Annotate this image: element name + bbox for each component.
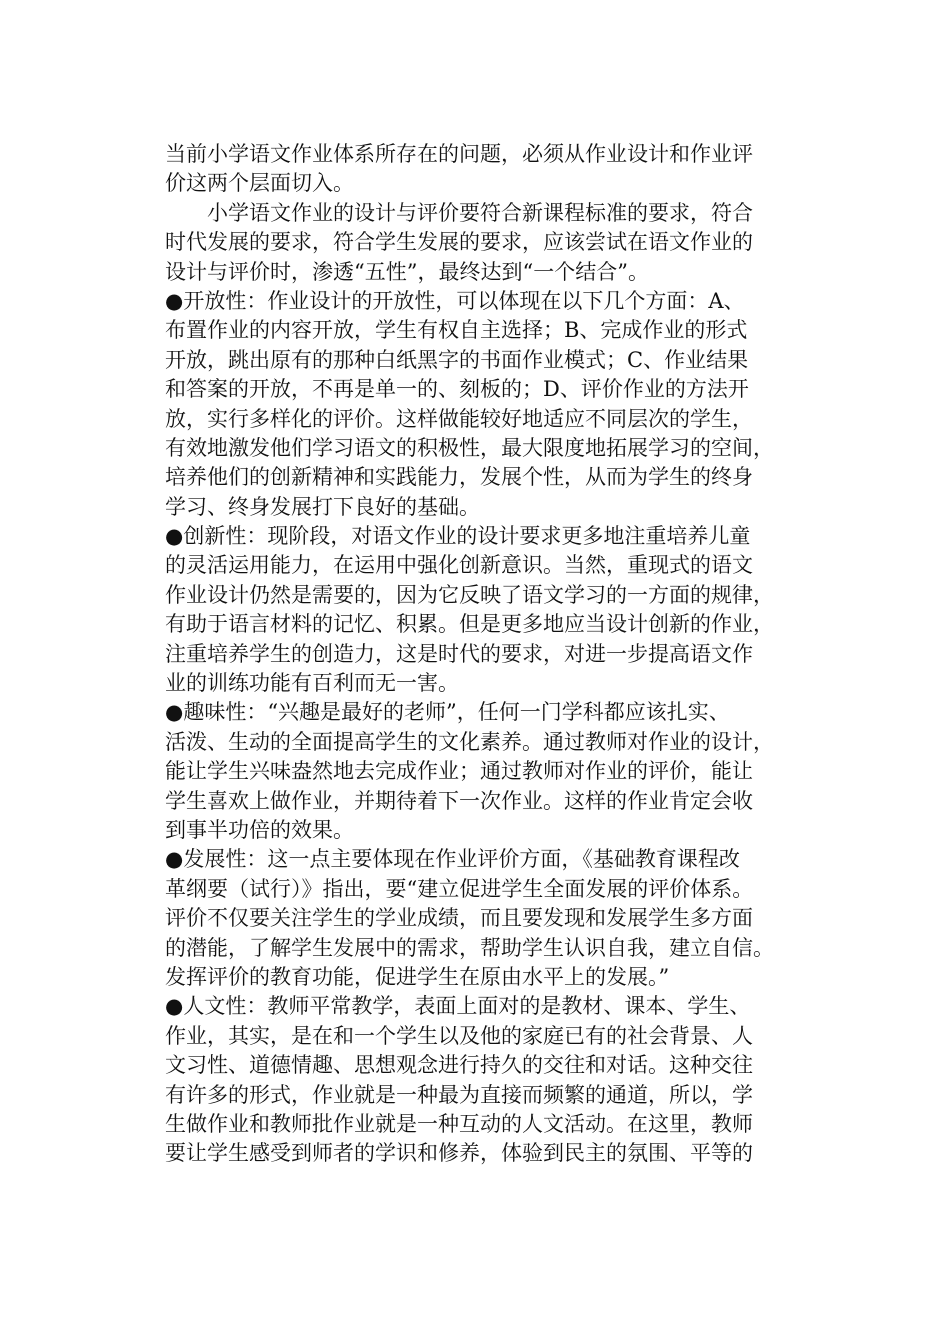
document-body [165, 140, 805, 1169]
text-line: ●趣味性：“兴趣是最好的老师”，任何一门学科都应该扎实、 [165, 700, 730, 725]
text-line: 和答案的开放，不再是单一的、刻板的；D、评价作业的方法开 [165, 377, 749, 402]
text-line: 培养他们的创新精神和实践能力，发展个性，从而为学生的终身 [165, 465, 753, 490]
text-line: 生做作业和教师批作业就是一种互动的人文活动。在这里，教师 [165, 1111, 753, 1136]
text-line: 业的训练功能有百利而无一害。 [165, 671, 459, 696]
text-line: 作业，其实，是在和一个学生以及他的家庭已有的社会背景、人 [165, 1023, 753, 1048]
text-line: 的灵活运用能力，在运用中强化创新意识。当然，重现式的语文 [165, 553, 753, 578]
text-line: 文习性、道德情趣、思想观念进行持久的交往和对话。这种交往 [165, 1053, 753, 1078]
text-line: 要让学生感受到师者的学识和修养，体验到民主的氛围、平等的 [165, 1141, 753, 1166]
text-line: 学习、终身发展打下良好的基础。 [165, 494, 480, 519]
text-line: 小学语文作业的设计与评价要符合新课程标准的要求，符合 [165, 200, 753, 225]
text-line: 有许多的形式，作业就是一种最为直接而频繁的通道，所以，学 [165, 1082, 753, 1107]
text-line: 放，实行多样化的评价。这样做能较好地适应不同层次的学生， [165, 406, 753, 431]
text-line: 有助于语言材料的记忆、积累。但是更多地应当设计创新的作业， [165, 612, 774, 637]
text-line: ●创新性：现阶段，对语文作业的设计要求更多地注重培养儿童 [165, 524, 751, 549]
text-line: 时代发展的要求，符合学生发展的要求，应该尝试在语文作业的 [165, 230, 753, 255]
text-line: 布置作业的内容开放，学生有权自主选择；B、完成作业的形式 [165, 318, 748, 343]
text-line: 评价不仅要关注学生的学业成绩，而且要发现和发展学生多方面 [165, 906, 753, 931]
text-line: 的潜能，了解学生发展中的需求，帮助学生认识自我，建立自信。 [165, 935, 774, 960]
text-line: ●开放性：作业设计的开放性，可以体现在以下几个方面：A、 [165, 288, 745, 313]
text-line: 发挥评价的教育功能，促进学生在原由水平上的发展。” [165, 964, 670, 989]
text-line: ●发展性：这一点主要体现在作业评价方面，《基础教育课程改 [165, 847, 740, 872]
text-line: 注重培养学生的创造力，这是时代的要求，对进一步提高语文作 [165, 641, 753, 666]
text-line: 有效地激发他们学习语文的积极性，最大限度地拓展学习的空间， [165, 435, 774, 460]
text-line: 到事半功倍的效果。 [165, 817, 354, 842]
text-line: 活泼、生动的全面提高学生的文化素养。通过教师对作业的设计， [165, 729, 774, 754]
text-line: 学生喜欢上做作业，并期待着下一次作业。这样的作业肯定会收 [165, 788, 753, 813]
text-line: 开放，跳出原有的那种白纸黑字的书面作业模式；C、作业结果 [165, 347, 749, 372]
text-line: 作业设计仍然是需要的，因为它反映了语文学习的一方面的规律， [165, 582, 774, 607]
text-line: 革纲要（试行）》指出，要“建立促进学生全面发展的评价体系。 [165, 876, 754, 901]
text-line: 设计与评价时，渗透“五性”，最终达到“一个结合”。 [165, 259, 649, 284]
text-line: 当前小学语文作业体系所存在的问题，必须从作业设计和作业评 [165, 142, 753, 166]
text-line: 价这两个层面切入。 [165, 171, 354, 196]
text-line: 能让学生兴味盎然地去完成作业；通过教师对作业的评价，能让 [165, 759, 753, 784]
text-line: ●人文性：教师平常教学，表面上面对的是教材、课本、学生、 [165, 994, 751, 1019]
